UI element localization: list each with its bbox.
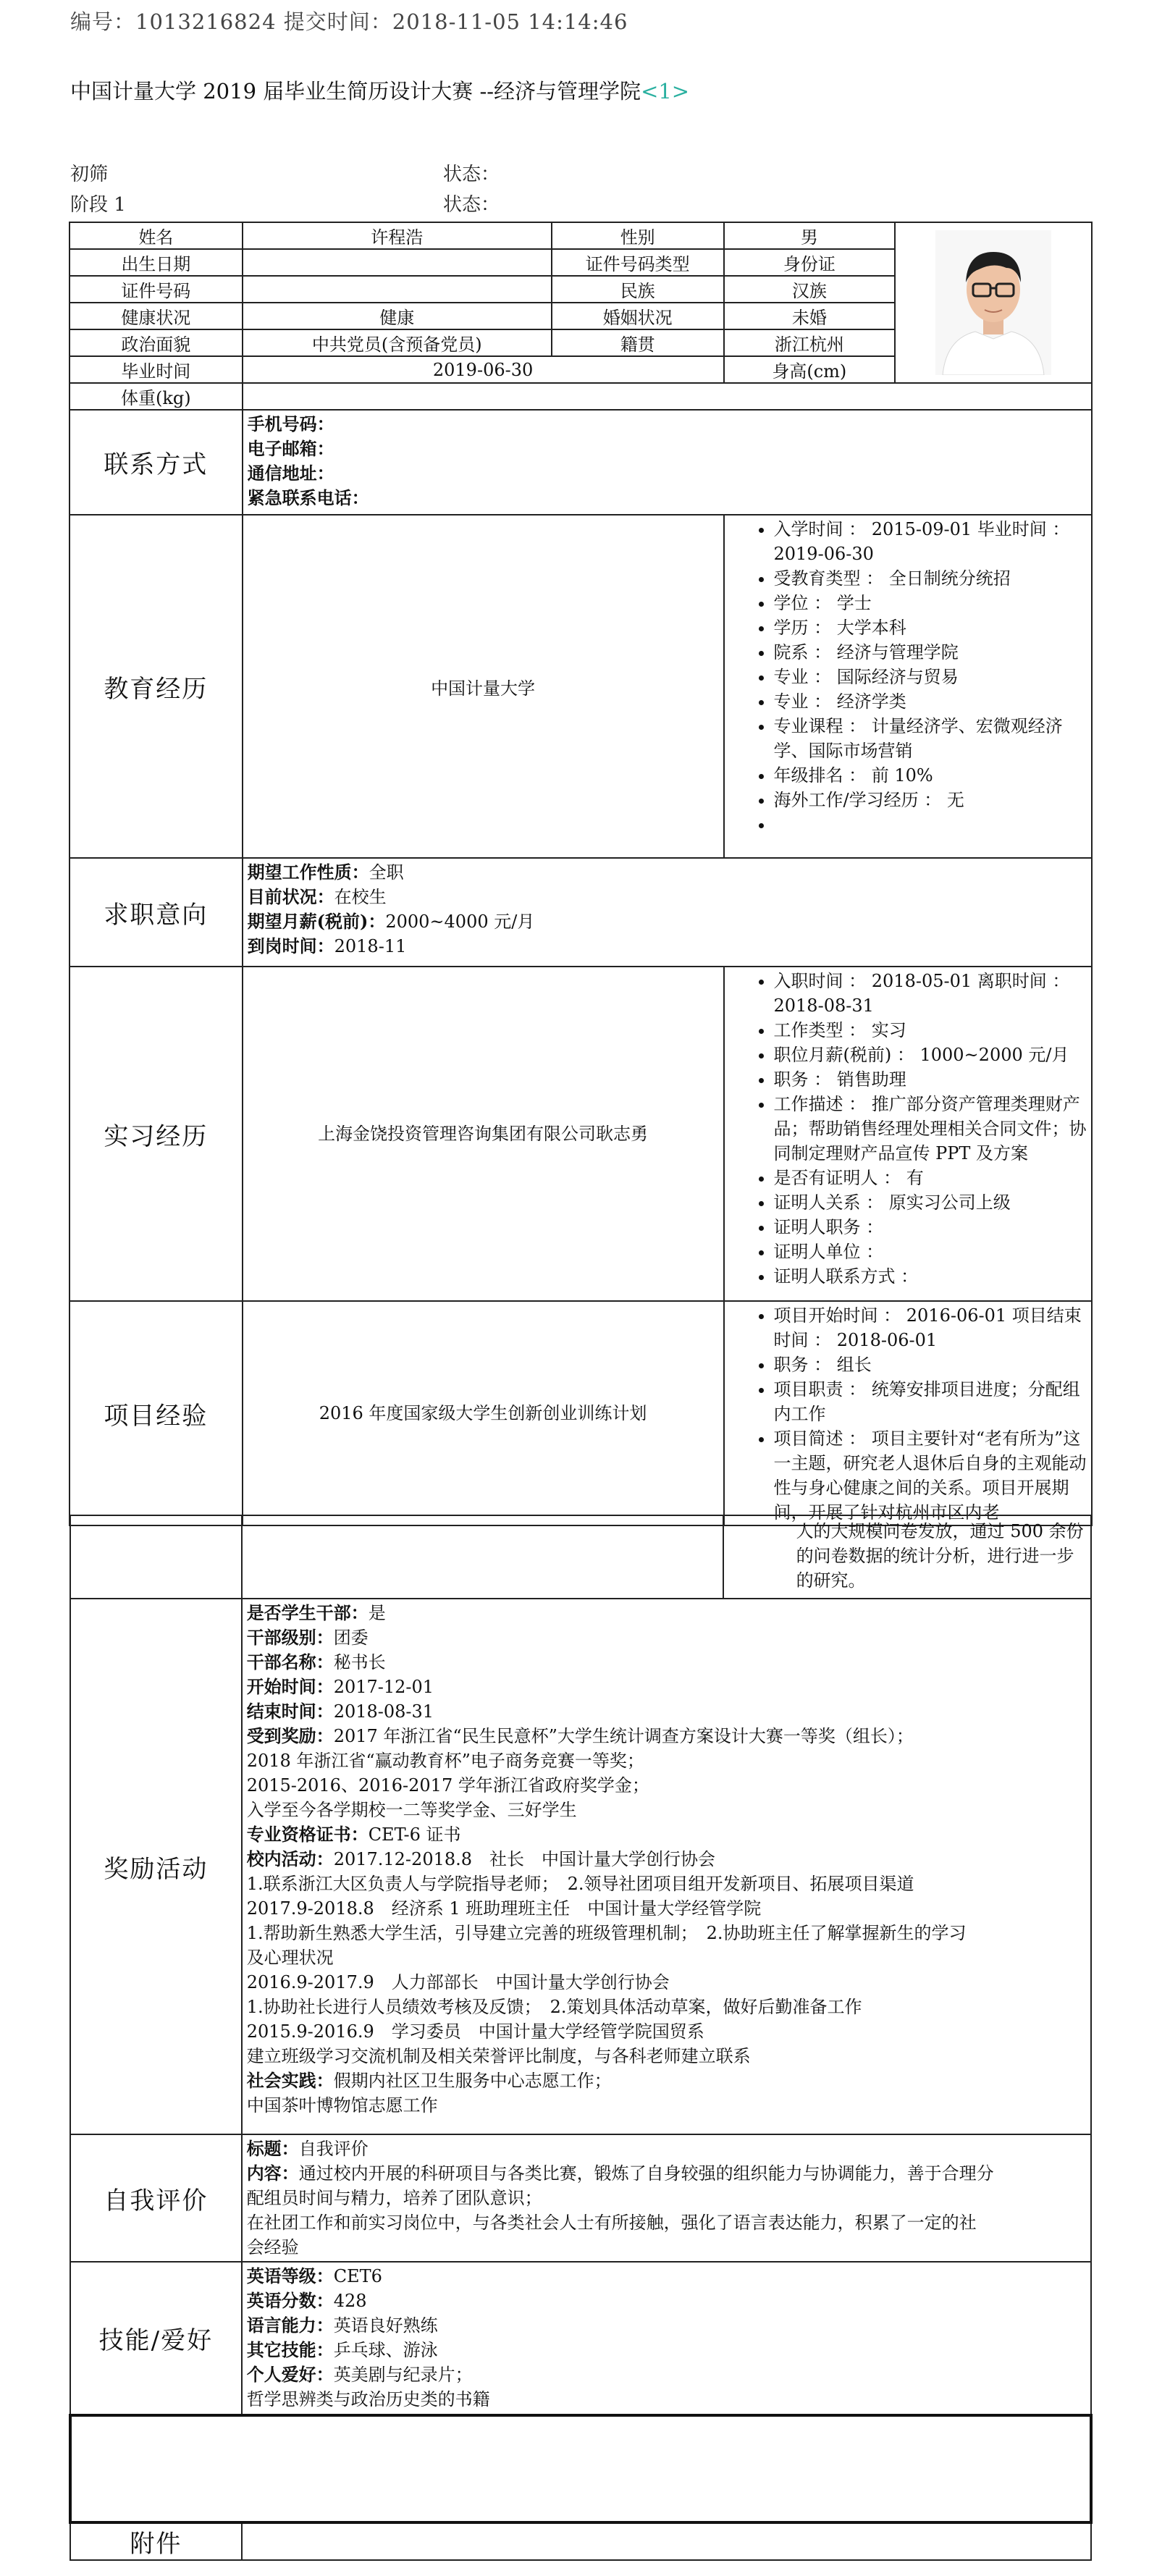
list-item — [774, 812, 1087, 837]
submission-meta — [70, 6, 628, 35]
project-list — [729, 1303, 1087, 1525]
contact-content — [243, 410, 1092, 515]
awards-line: 专业资格证书：CET-6 证书 — [246, 1824, 461, 1845]
self-eval-content — [242, 2134, 1091, 2262]
resume-table — [69, 222, 1093, 1526]
internship-details — [724, 967, 1093, 1301]
nation-value: 汉族 — [724, 276, 896, 303]
page-marker: <1> — [641, 79, 690, 104]
gender-value: 男 — [724, 222, 896, 249]
project-continued-name — [242, 1515, 723, 1599]
education-section-title: 教育经历 — [70, 515, 243, 858]
school-name: 中国计量大学 — [243, 515, 724, 858]
awards-line: 2018 年浙江省“赢动教育杯”电子商务竞赛一等奖； — [246, 1751, 644, 1771]
id-label: 编号： — [70, 9, 136, 34]
self-eval-line: 配组员时间与精力，培养了团队意识； — [246, 2188, 542, 2208]
attachment-section-title: 附件 — [70, 2522, 242, 2560]
education-details — [724, 515, 1093, 858]
avatar-portrait-icon — [935, 230, 1051, 375]
project-details — [724, 1301, 1093, 1525]
politics-label: 政治面貌 — [70, 329, 243, 356]
attachment-content — [242, 2522, 1091, 2560]
stage-label-2: 阶段 1 — [70, 194, 126, 216]
birth-label: 出生日期 — [70, 249, 243, 276]
list-item: • 海外工作/学习经历 ： 无 — [774, 788, 1087, 812]
list-item: • 证明人职务 ： — [774, 1215, 1087, 1239]
list-item: • 职务 ： 组长 — [774, 1352, 1087, 1377]
awards-line: 2017.9-2018.8 经济系 1 班助理班主任 中国计量大学经管学院 — [246, 1898, 762, 1919]
skills-content — [242, 2262, 1091, 2415]
skills-line: 英语等级：CET6 — [246, 2265, 382, 2286]
list-item: • 项目简述 ： 项目主要针对“老有所为”这一主题，研究老人退休后自身的主观能动性与身心健康之间的关系。项目开展期间，开展了针对杭州市区内老 — [774, 1426, 1087, 1525]
list-item: • 项目职责 ： 统筹安排项目进度；分配组内工作 — [774, 1377, 1087, 1426]
list-item: • 院系 ： 经济与管理学院 — [774, 640, 1087, 665]
health-label: 健康状况 — [70, 303, 243, 329]
contact-line: 紧急联系电话： — [247, 487, 369, 508]
awards-line: 中国茶叶博物馆志愿工作 — [246, 2095, 438, 2116]
health-value: 健康 — [243, 303, 552, 329]
internship-list — [729, 969, 1087, 1289]
project-continued-title — [70, 1515, 242, 1599]
nation-label: 民族 — [552, 276, 724, 303]
list-item: • 学位 ： 学士 — [774, 591, 1087, 615]
internship-section-title: 实习经历 — [70, 967, 243, 1301]
profile-photo — [935, 230, 1051, 375]
intention-line: 到岗时间：2018-11 — [247, 935, 407, 956]
native-label: 籍贯 — [552, 329, 724, 356]
weight-label: 体重(kg) — [70, 383, 243, 410]
idtype-label: 证件号码类型 — [552, 249, 724, 276]
intention-line: 期望工作性质：全职 — [247, 862, 404, 883]
idno-value — [243, 276, 552, 303]
awards-line: 校内活动：2017.12-2018.8 社长 中国计量大学创行协会 — [246, 1848, 716, 1869]
list-item: • 职位月薪(税前) ： 1000~2000 元/月 — [774, 1043, 1087, 1067]
awards-line: 结束时间：2018-08-31 — [246, 1701, 434, 1722]
idtype-value: 身份证 — [724, 249, 896, 276]
awards-section-title: 奖励活动 — [70, 1599, 242, 2134]
stage-label-1: 初筛 — [70, 164, 109, 185]
submit-value: 2018-11-05 14:14:46 — [392, 9, 628, 34]
awards-line: 2015-2016、2016-2017 学年浙江省政府奖学金； — [246, 1775, 649, 1796]
contact-line: 通信地址： — [247, 463, 334, 484]
title-text: 中国计量大学 2019 届毕业生简历设计大赛 --经济与管理学院 — [70, 79, 641, 104]
awards-line: 社会实践：假期内社区卫生服务中心志愿工作； — [246, 2070, 612, 2091]
status-label-2: 状态： — [443, 194, 500, 216]
list-item: • 证明人联系方式 ： — [774, 1264, 1087, 1289]
list-item: • 年级排名 ： 前 10% — [774, 763, 1087, 788]
internship-company: 上海金饶投资管理咨询集团有限公司耿志勇 — [243, 967, 724, 1301]
awards-line: 是否学生干部：是 — [246, 1602, 386, 1623]
awards-line: 1.联系浙江大区负责人与学院指导老师； 2.领导社团项目组开发新项目、拓展项目渠道 — [246, 1874, 914, 1894]
blank-box — [70, 2415, 1091, 2522]
self-eval-line: 内容：通过校内开展的科研项目与各类比赛，锻炼了自身较强的组织能力与协调能力，善于合理分 — [246, 2163, 994, 2184]
height-label: 身高(cm) — [724, 356, 896, 383]
name-value: 许程浩 — [243, 222, 552, 249]
awards-line: 干部级别：团委 — [246, 1627, 369, 1648]
list-item: • 专业 ： 经济学类 — [774, 689, 1087, 714]
project-continued-text: 人的大规模问卷发放，通过 500 余份的问卷数据的统计分析，进行进一步的研究。 — [723, 1515, 1091, 1599]
awards-line: 2016.9-2017.9 人力部部长 中国计量大学创行协会 — [246, 1972, 670, 1992]
intention-section-title: 求职意向 — [70, 858, 243, 967]
submit-label: 提交时间： — [283, 9, 392, 34]
list-item: • 专业 ： 国际经济与贸易 — [774, 665, 1087, 689]
awards-line: 及心理状况 — [246, 1948, 334, 1968]
politics-value: 中共党员(含预备党员) — [243, 329, 552, 356]
list-item: • 证明人单位 ： — [774, 1239, 1087, 1264]
list-item: • 是否有证明人 ： 有 — [774, 1166, 1087, 1190]
awards-line: 2015.9-2016.9 学习委员 中国计量大学经管学院国贸系 — [246, 2021, 704, 2042]
list-item: • 入职时间 ： 2018-05-01 离职时间 ： 2018-08-31 — [774, 969, 1087, 1018]
awards-line: 开始时间：2017-12-01 — [246, 1676, 434, 1697]
awards-line: 建立班级学习交流机制及相关荣誉评比制度，与各科老师建立联系 — [246, 2046, 751, 2066]
awards-line: 1.协助社长进行人员绩效考核及反馈； 2.策划具体活动草案，做好后勤准备工作 — [246, 1997, 862, 2017]
grad-label: 毕业时间 — [70, 356, 243, 383]
skills-line: 英语分数：428 — [246, 2290, 367, 2311]
contact-section-title: 联系方式 — [70, 410, 243, 515]
list-item: • 专业课程 ： 计量经济学、宏微观经济学、国际市场营销 — [774, 714, 1087, 763]
name-label: 姓名 — [70, 222, 243, 249]
list-item: • 职务 ： 销售助理 — [774, 1067, 1087, 1092]
skills-line: 语言能力：英语良好熟练 — [246, 2315, 438, 2336]
weight-value — [243, 383, 1092, 410]
list-item: • 学历 ： 大学本科 — [774, 615, 1087, 640]
skills-line: 个人爱好：英美剧与纪录片； — [246, 2364, 473, 2385]
marriage-value: 未婚 — [724, 303, 896, 329]
awards-line: 干部名称：秘书长 — [246, 1651, 386, 1672]
awards-content — [242, 1599, 1091, 2134]
awards-line: 入学至今各学期校一二等奖学金、三好学生 — [246, 1800, 577, 1820]
intention-line: 目前状况：在校生 — [247, 886, 387, 907]
education-list — [729, 517, 1087, 837]
self-eval-line: 会经验 — [246, 2237, 299, 2257]
grad-value: 2019-06-30 — [243, 356, 724, 383]
resume-table-continued — [69, 1515, 1093, 2561]
contact-line: 电子邮箱： — [247, 438, 334, 459]
list-item: • 证明人关系 ： 原实习公司上级 — [774, 1190, 1087, 1215]
skills-section-title: 技能/爱好 — [70, 2262, 242, 2415]
list-item: • 工作类型 ： 实习 — [774, 1018, 1087, 1043]
page-title — [70, 75, 689, 105]
skills-line: 哲学思辨类与政治历史类的书籍 — [246, 2389, 490, 2409]
list-item: • 工作描述 ： 推广部分资产管理类理财产品；帮助销售经理处理相关合同文件；协同制定理财产品宣传 PPT 及方案 — [774, 1092, 1087, 1166]
awards-line: 受到奖励：2017 年浙江省“民生民意杯”大学生统计调查方案设计大赛一等奖（组长）； — [246, 1725, 914, 1746]
idno-label: 证件号码 — [70, 276, 243, 303]
intention-line: 期望月薪(税前)：2000~4000 元/月 — [247, 911, 535, 932]
intention-content — [243, 858, 1092, 967]
project-name: 2016 年度国家级大学生创新创业训练计划 — [243, 1301, 724, 1525]
list-item: • 入学时间 ： 2015-09-01 毕业时间 ： 2019-06-30 — [774, 517, 1087, 566]
native-value: 浙江杭州 — [724, 329, 896, 356]
self-eval-line: 标题：自我评价 — [246, 2138, 369, 2159]
gender-label: 性别 — [552, 222, 724, 249]
contact-line: 手机号码： — [247, 413, 334, 434]
self-eval-line: 在社团工作和前实习岗位中，与各类社会人士有所接触，强化了语言表达能力，积累了一定的社 — [246, 2213, 977, 2233]
skills-line: 其它技能：乒乓球、游泳 — [246, 2339, 438, 2360]
marriage-label: 婚姻状况 — [552, 303, 724, 329]
list-item: • 受教育类型 ： 全日制统分统招 — [774, 566, 1087, 591]
birth-value — [243, 249, 552, 276]
id-value: 1013216824 — [135, 9, 277, 34]
project-section-title: 项目经验 — [70, 1301, 243, 1525]
self-eval-section-title: 自我评价 — [70, 2134, 242, 2262]
awards-line: 1.帮助新生熟悉大学生活，引导建立完善的班级管理机制； 2.协助班主任了解掌握新生的学习 — [246, 1923, 967, 1943]
status-label-1: 状态： — [443, 164, 500, 185]
photo-cell — [895, 222, 1092, 383]
list-item: • 项目开始时间 ： 2016-06-01 项目结束时间 ： 2018-06-01 — [774, 1303, 1087, 1352]
